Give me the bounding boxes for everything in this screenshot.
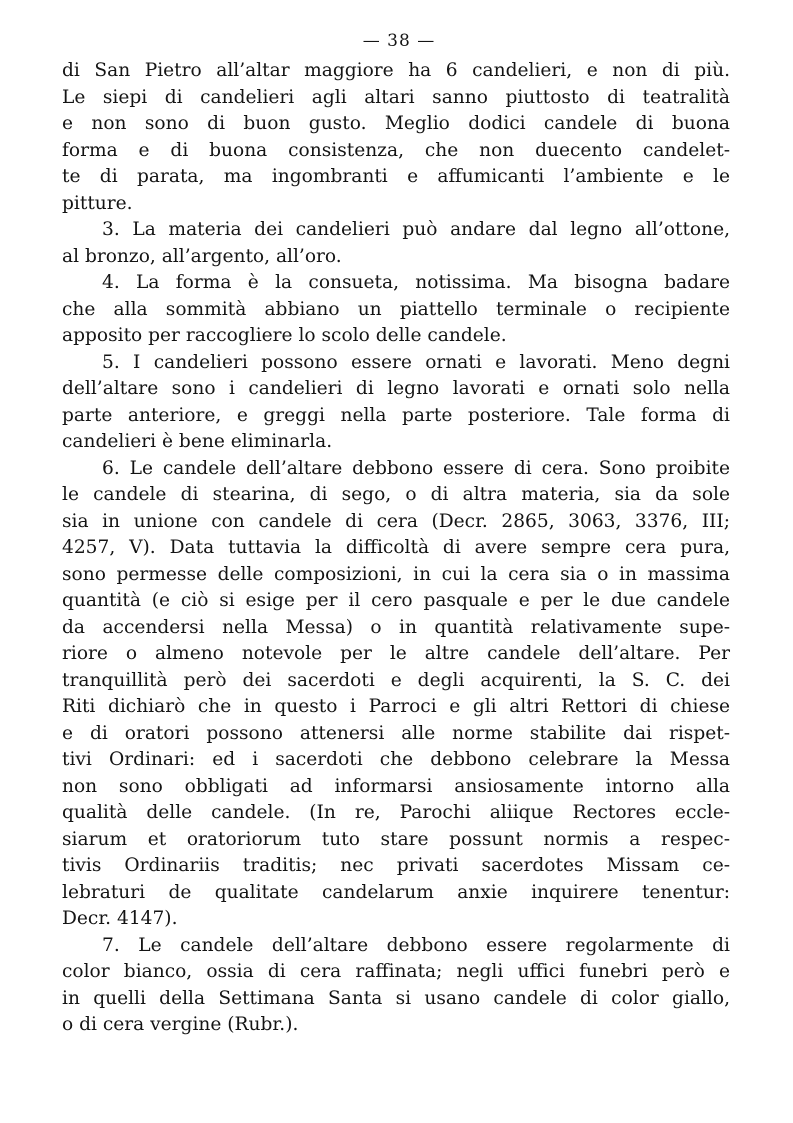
text-line: 7. Le candele dell’altare debbono essere regolarmente di xyxy=(102,934,730,956)
paragraph xyxy=(62,350,730,456)
text-line: te di parata, ma ingombranti e affumicanti l’ambiente e le xyxy=(62,166,730,187)
text-line: 4. La forma è la consueta, notissima. Ma bisogna badare xyxy=(102,272,730,293)
text-line: Decr. 4147). xyxy=(62,908,178,929)
text-line: sono permesse delle composizioni, in cui la cera sia o in massima xyxy=(62,563,730,585)
paragraph xyxy=(62,58,730,217)
text-line: parte anteriore, e greggi nella parte posteriore. Tale forma di xyxy=(62,404,730,426)
text-line: 3. La materia dei candelieri può andare dal legno all’ottone, xyxy=(102,219,730,240)
text-line: qualità delle candele. (In re, Parochi aliique Rectores eccle- xyxy=(62,802,730,823)
paragraph xyxy=(62,456,730,933)
text-line: e di oratori possono attenersi alle norme stabilite dai rispet- xyxy=(62,722,730,744)
text-line: color bianco, ossia di cera raffinata; negli uffici funebri però e xyxy=(62,961,730,982)
text-line: Le siepi di candelieri agli altari sanno piuttosto di teatralità xyxy=(62,86,730,108)
text-line: sia in unione con candele di cera (Decr. 2865, 3063, 3376, III; xyxy=(62,510,730,532)
text-line: da accendersi nella Messa) o in quantità relativamente supe- xyxy=(62,616,730,638)
text-line: pitture. xyxy=(62,192,133,214)
text-line: tranquillità però dei sacerdoti e degli acquirenti, la S. C. dei xyxy=(62,669,730,691)
text-line: apposito per raccogliere lo scolo delle candele. xyxy=(62,325,507,346)
text-body xyxy=(62,58,730,1039)
text-line: dell’altare sono i candelieri di legno lavorati e ornati solo nella xyxy=(62,378,730,399)
text-line: di San Pietro all’altar maggiore ha 6 candelieri, e non di più. xyxy=(62,60,730,81)
text-line: tivi Ordinari: ed i sacerdoti che debbono celebrare la Messa xyxy=(62,749,730,770)
text-line: le candele di stearina, di sego, o di altra materia, sia da sole xyxy=(62,484,730,505)
page-number: — 38 — xyxy=(362,31,436,51)
text-line: in quelli della Settimana Santa si usano candele di color giallo, xyxy=(62,987,730,1009)
text-line: siarum et oratoriorum tuto stare possunt normis a respec- xyxy=(62,828,730,850)
text-line: 4257, V). Data tuttavia la difficoltà di avere sempre cera pura, xyxy=(62,537,730,558)
paragraph xyxy=(62,217,730,270)
paragraph xyxy=(62,270,730,350)
text-line: tivis Ordinariis traditis; nec privati sacerdotes Missam ce- xyxy=(62,855,730,876)
text-line: riore o almeno notevole per le altre candele dell’altare. Per xyxy=(62,643,730,664)
text-line: 6. Le candele dell’altare debbono essere di cera. Sono proibite xyxy=(102,457,730,479)
text-line: o di cera vergine (Rubr.). xyxy=(62,1014,299,1035)
text-line: non sono obbligati ad informarsi ansiosamente intorno alla xyxy=(62,775,730,797)
text-line: Riti dichiarò che in questo i Parroci e gli altri Rettori di chiese xyxy=(62,696,730,717)
text-line: al bronzo, all’argento, all’oro. xyxy=(62,245,342,267)
text-line: forma e di buona consistenza, che non duecento candelet- xyxy=(62,139,730,161)
text-line: quantità (e ciò si esige per il cero pasquale e per le due candele xyxy=(62,590,730,611)
book-page xyxy=(62,24,730,1039)
text-line: 5. I candelieri possono essere ornati e lavorati. Meno degni xyxy=(102,351,730,373)
text-line: lebraturi de qualitate candelarum anxie inquirere tenentur: xyxy=(62,881,730,903)
paragraph xyxy=(62,933,730,1039)
text-line: che alla sommità abbiano un piattello terminale o recipiente xyxy=(62,298,730,320)
text-line: e non sono di buon gusto. Meglio dodici candele di buona xyxy=(62,113,730,134)
text-line: candelieri è bene eliminarla. xyxy=(62,431,333,452)
